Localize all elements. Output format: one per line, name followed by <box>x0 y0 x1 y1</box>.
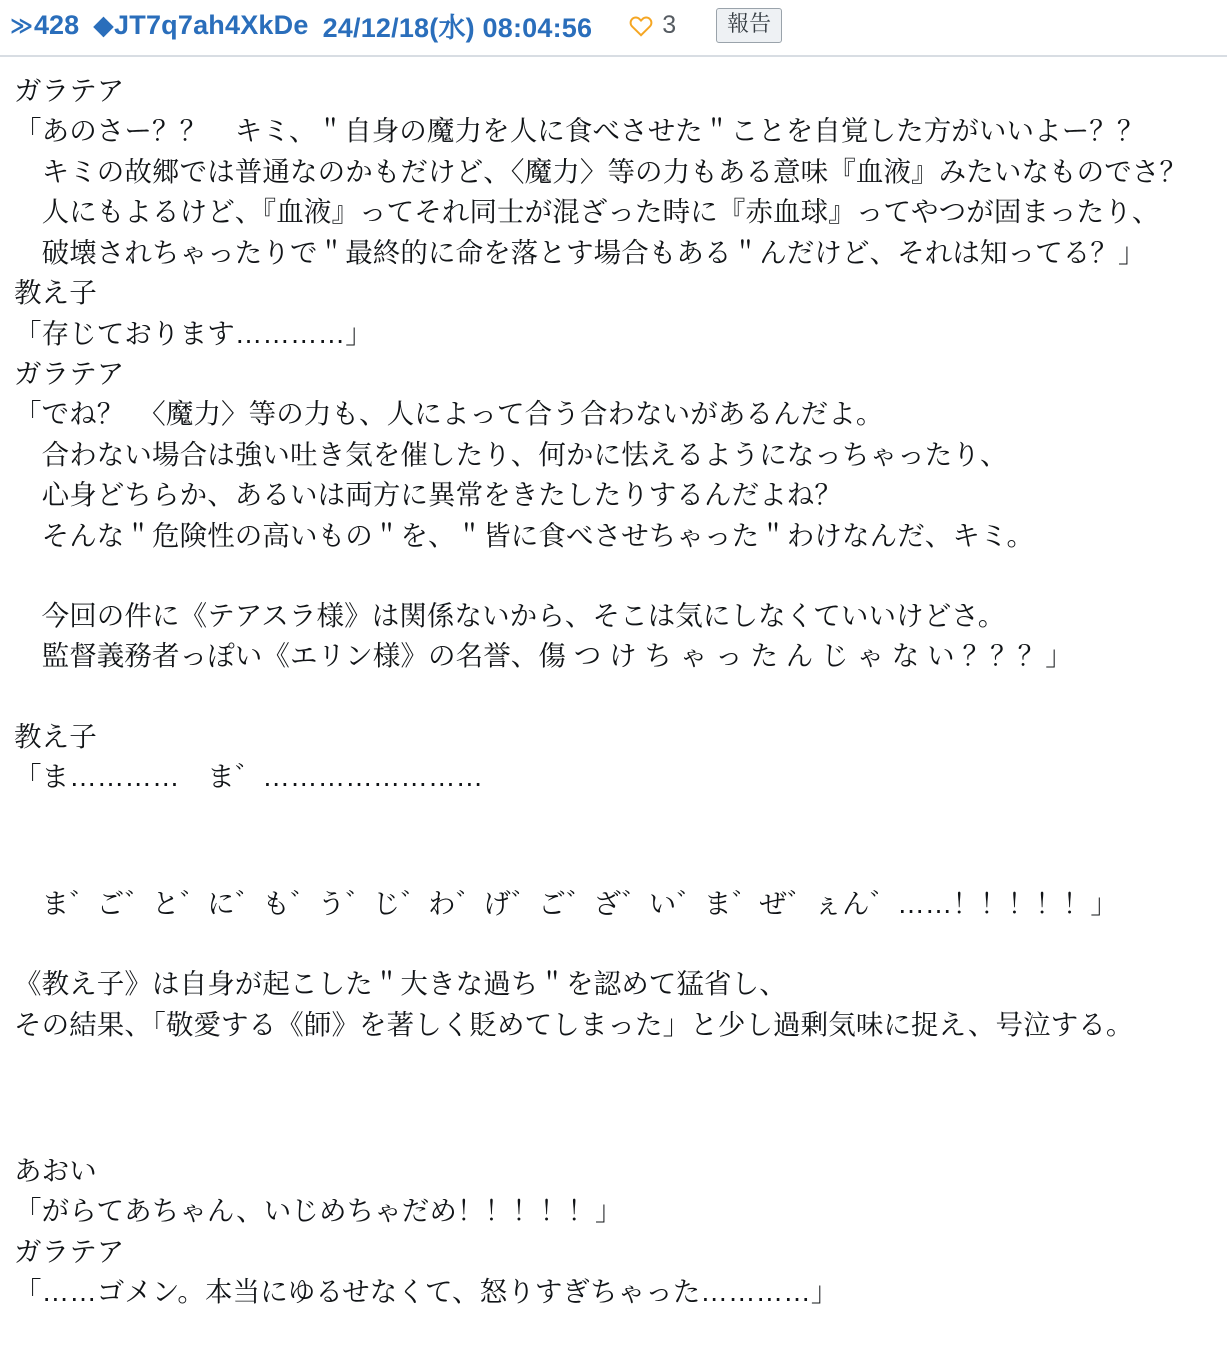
post-line-blank <box>14 556 1213 596</box>
heart-icon <box>628 13 654 39</box>
post-number-label: 428 <box>34 10 80 40</box>
post-line: そんな＂危険性の高いもの＂を、＂皆に食べさせちゃった＂わけなんだ、キミ。 <box>14 519 1035 551</box>
post-line: 監督義務者っぽい《エリン様》の名誉、傷 つ け ち ゃ っ た ん じ ゃ な い ？？？」 <box>14 640 1073 672</box>
post-line-blank <box>14 1131 1213 1151</box>
like-count: 3 <box>662 11 677 39</box>
post-line: 教え子 <box>14 720 97 752</box>
post-line: ま゛ご゛と゛に゛も゛う゛じ゛わ゛げ゛ご゛ざ゛い゛ま゛ぜ゛ぇん゛……！！！！！」 <box>14 887 1118 919</box>
post-line: 教え子 <box>14 277 97 309</box>
post-line: 「存じております…………」 <box>14 317 373 349</box>
post-line-blank <box>14 924 1213 964</box>
post-line: ガラテア <box>14 75 125 106</box>
post-line: 《教え子》は自身が起こした＂大きな過ち＂を認めて猛省し、 <box>14 968 787 1000</box>
post-body <box>0 57 1227 1323</box>
report-button[interactable]: 報告 <box>716 8 782 42</box>
post-line: 破壊されちゃったりで＂最終的に命を落とす場合もある＂んだけど、それは知ってる？」 <box>14 236 1146 268</box>
post-number[interactable] <box>10 10 79 41</box>
post-line: その結果、「敬愛する《師》を著しく貶めてしまった」と少し過剰気味に捉え、号泣する。 <box>14 1008 1134 1040</box>
post-line: キミの故郷では普通なのかもだけど、〈魔力〉等の力もある意味『血液』みたいなものでさ？ <box>14 155 1188 187</box>
post-line: ガラテア <box>14 1235 125 1267</box>
post-line: 「がらてあちゃん、いじめちゃだめ！！！！！」 <box>14 1195 623 1227</box>
post-line: 心身どちらか、あるいは両方に異常をきたしたりするんだよね？ <box>14 479 842 511</box>
post-line: 「ま………… ま゛…………………… <box>14 761 484 793</box>
poster-id[interactable]: ◆JT7q7ah4XkDe <box>93 10 309 40</box>
post-line: 「あのさー？？ キミ、＂自身の魔力を人に食べさせた＂ことを自覚した方がいいよー？？ <box>14 115 1145 147</box>
post-header <box>0 0 1227 57</box>
post-line: ガラテア <box>14 357 125 389</box>
post-line: 「でね？ 〈魔力〉等の力も、人によって合う合わないがあるんだよ。 <box>14 398 884 430</box>
post-line: 合わない場合は強い吐き気を催したり、何かに怯えるようになっちゃったり、 <box>14 438 1008 470</box>
post-line: 人にもよるけど、『血液』ってそれ同士が混ざった時に『赤血球』ってやつが固まったり、 <box>14 196 1160 228</box>
post-line: 今回の件に《テアスラ様》は関係ないから、そこは気にしなくていいけどさ。 <box>14 600 1006 632</box>
like-button[interactable] <box>628 11 676 40</box>
post-line-blank <box>14 1045 1213 1131</box>
post-line-blank <box>14 677 1213 717</box>
post-line: 「……ゴメン。本当にゆるせなくて、怒りすぎちゃった…………」 <box>14 1276 839 1308</box>
chevron-double-right-icon: ≫ <box>10 12 34 38</box>
post-line: あおい <box>14 1155 97 1187</box>
post-line-blank <box>14 798 1213 884</box>
post-date: 24/12/18(水) 08:04:56 <box>322 13 593 43</box>
